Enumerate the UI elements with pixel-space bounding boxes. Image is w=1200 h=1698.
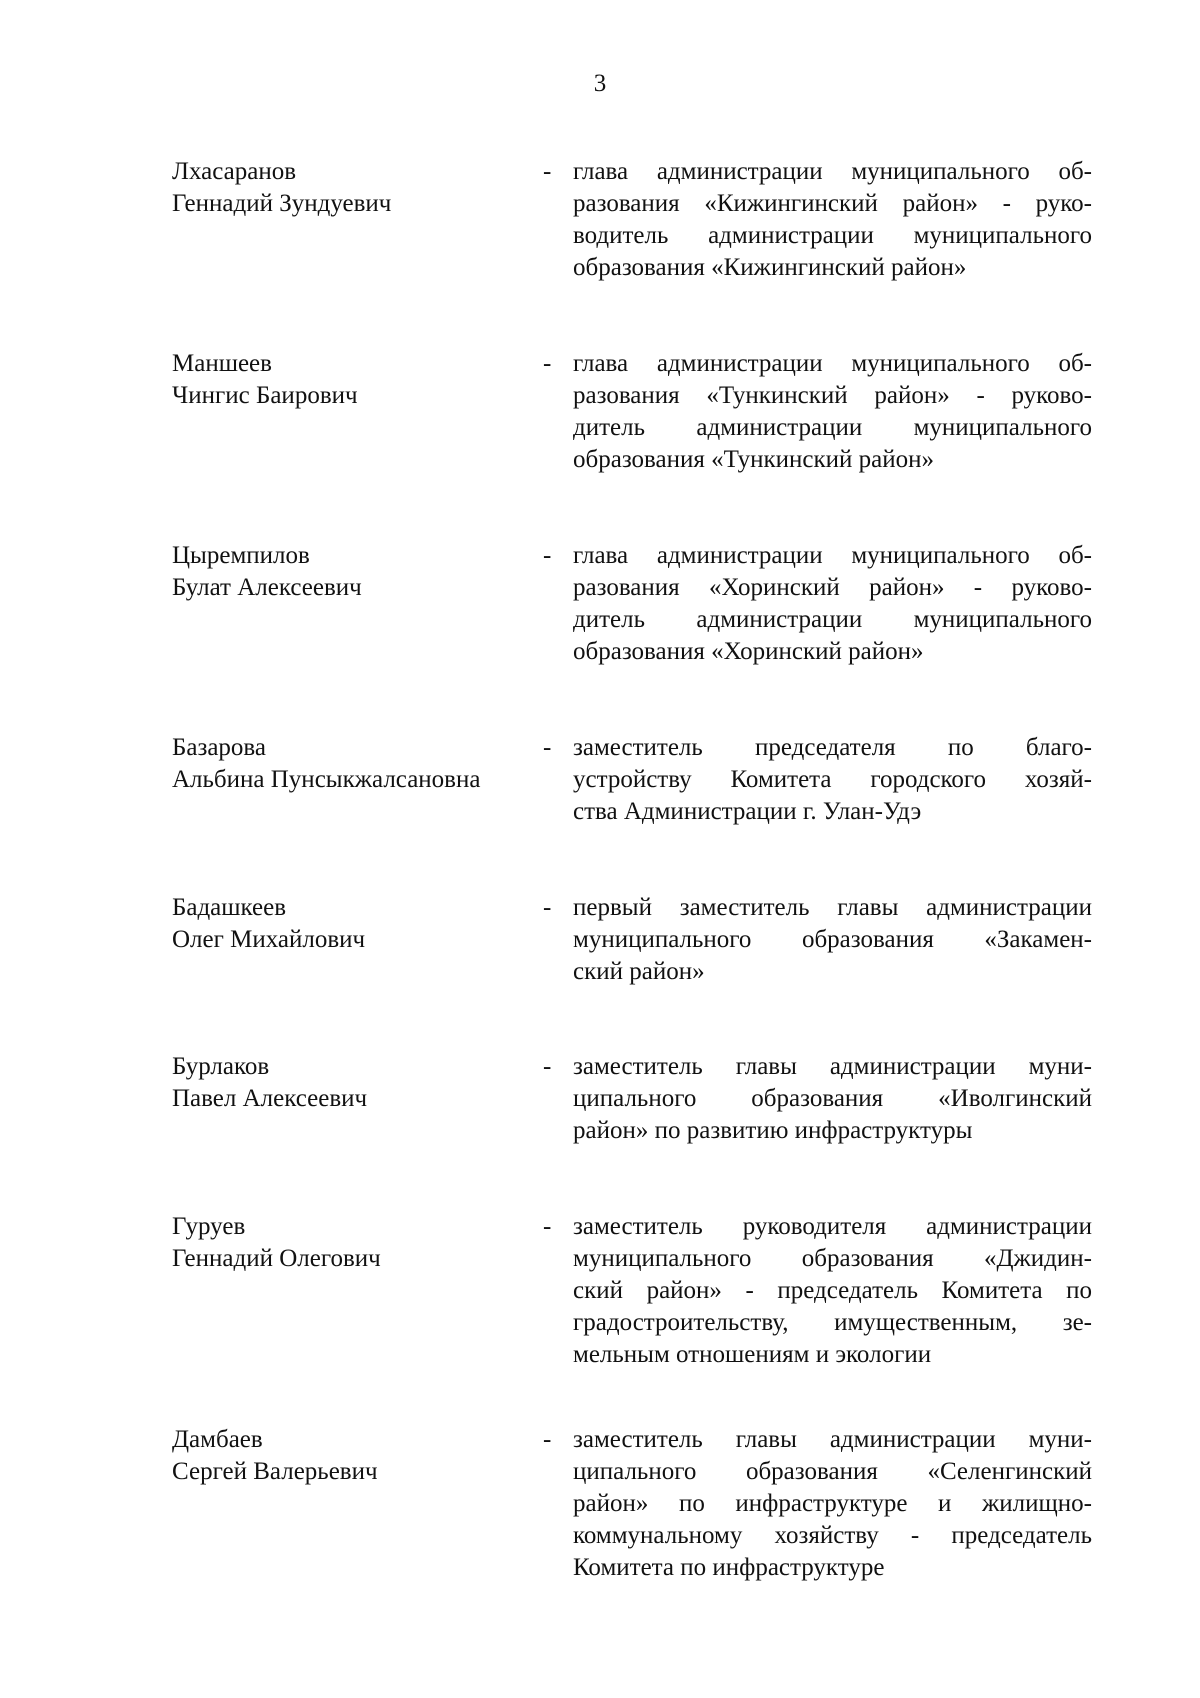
position-line: ципального образования «Иволгинский [573, 1085, 1092, 1112]
member-surname: Бурлаков [172, 1053, 270, 1080]
member-surname: Маншеев [172, 350, 272, 377]
position-line: мельным отношениям и экологии [573, 1341, 932, 1368]
member-surname: Базарова [172, 734, 266, 761]
member-entry [0, 1211, 1200, 1424]
separator-dash: - [543, 1426, 552, 1453]
position-line: образования «Тункинский район» [573, 446, 935, 473]
position-line: дитель администрации муниципального [573, 606, 1092, 633]
member-surname: Дамбаев [172, 1426, 263, 1453]
separator-dash: - [543, 158, 552, 185]
member-name [172, 348, 552, 412]
position-line: образования «Кижингинский район» [573, 254, 967, 281]
member-given-names: Чингис Баирович [172, 382, 358, 409]
member-list [0, 156, 1200, 1604]
member-name [172, 892, 552, 956]
position-line: глава администрации муниципального об- [573, 350, 1092, 377]
position-line: ский район» [573, 958, 705, 985]
position-line: разования «Хоринский район» - руково- [573, 574, 1092, 601]
member-position [573, 348, 1092, 476]
separator-dash: - [543, 734, 552, 761]
member-position [573, 156, 1092, 284]
member-entry [0, 732, 1200, 892]
member-entry [0, 1424, 1200, 1604]
position-line: район» по инфраструктуре и жилищно- [573, 1490, 1092, 1517]
position-line: дитель администрации муниципального [573, 414, 1092, 441]
member-entry [0, 348, 1200, 540]
position-line: водитель администрации муниципального [573, 222, 1092, 249]
position-line: муниципального образования «Джидин- [573, 1245, 1092, 1272]
member-name [172, 1424, 552, 1488]
separator-dash: - [543, 350, 552, 377]
position-line: первый заместитель главы администрации [573, 894, 1092, 921]
position-line: разования «Тункинский район» - руково- [573, 382, 1092, 409]
member-surname: Гуруев [172, 1213, 246, 1240]
member-position [573, 732, 1092, 828]
position-line: разования «Кижингинский район» - руко- [573, 190, 1092, 217]
member-entry [0, 1051, 1200, 1211]
separator-dash: - [543, 1213, 552, 1240]
member-name [172, 732, 552, 796]
member-given-names: Булат Алексеевич [172, 574, 362, 601]
member-surname: Лхасаранов [172, 158, 296, 185]
member-position [573, 892, 1092, 988]
member-entry [0, 892, 1200, 1051]
separator-dash: - [543, 542, 552, 569]
position-line: глава администрации муниципального об- [573, 542, 1092, 569]
position-line: глава администрации муниципального об- [573, 158, 1092, 185]
position-line: коммунальному хозяйству - председатель [573, 1522, 1092, 1549]
member-surname: Цыремпилов [172, 542, 310, 569]
member-surname: Бадашкеев [172, 894, 287, 921]
position-line: устройству Комитета городского хозяй- [573, 766, 1092, 793]
member-name [172, 1051, 552, 1115]
member-position [573, 540, 1092, 668]
member-given-names: Альбина Пунсыкжалсановна [172, 766, 481, 793]
member-given-names: Сергей Валерьевич [172, 1458, 378, 1485]
position-line: муниципального образования «Закамен- [573, 926, 1092, 953]
member-given-names: Павел Алексеевич [172, 1085, 368, 1112]
position-line: ский район» - председатель Комитета по [573, 1277, 1092, 1304]
member-name [172, 1211, 552, 1275]
member-given-names: Олег Михайлович [172, 926, 366, 953]
position-line: градостроительству, имущественным, зе- [573, 1309, 1092, 1336]
member-name [172, 540, 552, 604]
position-line: ципального образования «Селенгинский [573, 1458, 1092, 1485]
position-line: Комитета по инфраструктуре [573, 1554, 885, 1581]
position-line: образования «Хоринский район» [573, 638, 924, 665]
page-number: 3 [593, 70, 607, 97]
member-given-names: Геннадий Зундуевич [172, 190, 392, 217]
member-name [172, 156, 552, 220]
position-line: заместитель главы администрации муни- [573, 1426, 1092, 1453]
member-entry [0, 156, 1200, 348]
position-line: ства Администрации г. Улан-Удэ [573, 798, 922, 825]
member-position [573, 1424, 1092, 1584]
position-line: заместитель главы администрации муни- [573, 1053, 1092, 1080]
separator-dash: - [543, 894, 552, 921]
member-position [573, 1211, 1092, 1371]
member-position [573, 1051, 1092, 1147]
separator-dash: - [543, 1053, 552, 1080]
position-line: заместитель руководителя администрации [573, 1213, 1092, 1240]
position-line: заместитель председателя по благо- [573, 734, 1092, 761]
member-entry [0, 540, 1200, 732]
member-given-names: Геннадий Олегович [172, 1245, 381, 1272]
position-line: район» по развитию инфраструктуры [573, 1117, 973, 1144]
